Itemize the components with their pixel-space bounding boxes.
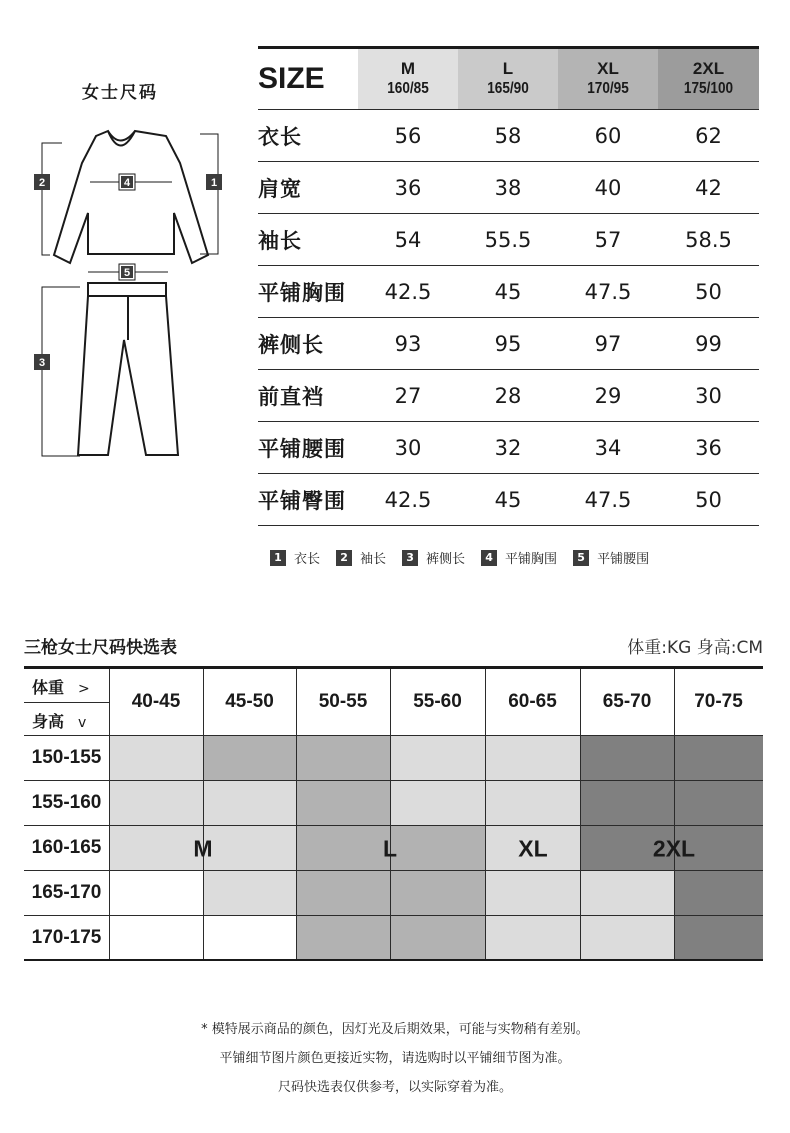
legend-label: 衣长 xyxy=(294,552,321,567)
grid-hline xyxy=(24,825,763,826)
legend-label: 袖长 xyxy=(360,552,387,567)
measurement-value: 34 xyxy=(558,422,658,474)
size-cell xyxy=(296,780,390,825)
measurement-value: 47.5 xyxy=(558,266,658,318)
corner-weight-label: 体重 xyxy=(32,678,65,697)
measurement-name: 袖长 xyxy=(258,214,358,266)
measurement-name: 衣长 xyxy=(258,110,358,162)
grid-hline xyxy=(24,780,763,781)
legend-label: 平铺胸围 xyxy=(505,552,558,567)
legend-label: 平铺腰围 xyxy=(597,552,650,567)
measurement-value: 50 xyxy=(658,266,759,318)
corner-weight-arrow: > xyxy=(78,681,90,697)
size-cell xyxy=(109,735,203,780)
quick-table-title: 三枪女士尺码快选表 xyxy=(24,638,177,658)
legend-item xyxy=(270,548,320,567)
footnote-line: 尺码快选表仅供参考，以实际穿着为准。 xyxy=(277,1080,512,1095)
size-table-header xyxy=(258,48,759,110)
marker-3 xyxy=(34,354,50,370)
measurement-value: 97 xyxy=(558,318,658,370)
size-table-row xyxy=(258,474,759,526)
quick-table-corner xyxy=(24,669,109,735)
corner-height-arrow: v xyxy=(78,715,87,731)
measurement-value: 95 xyxy=(458,318,558,370)
size-cell xyxy=(109,870,203,915)
size-table-row xyxy=(258,422,759,474)
marker-5-text: 5 xyxy=(123,267,131,279)
measurement-value: 50 xyxy=(658,474,759,526)
grid-vline xyxy=(109,669,110,961)
size-cell xyxy=(580,870,674,915)
size-cell xyxy=(109,825,203,870)
measurement-value: 54 xyxy=(358,214,458,266)
weight-header: 70-75 xyxy=(694,691,743,712)
pants-outline xyxy=(78,283,178,455)
size-header-label: SIZE xyxy=(258,48,358,110)
marker-3-text: 3 xyxy=(38,357,46,369)
size-cell xyxy=(296,735,390,780)
size-body: 165/90 xyxy=(487,80,529,97)
measurement-value: 42 xyxy=(658,162,759,214)
measurement-value: 57 xyxy=(558,214,658,266)
footnote-line: 平铺细节图片颜色更接近实物，请选购时以平铺细节图为准。 xyxy=(219,1051,571,1066)
size-cell xyxy=(296,870,390,915)
measurement-value: 93 xyxy=(358,318,458,370)
measurement-value: 55.5 xyxy=(458,214,558,266)
size-body: 170/95 xyxy=(587,80,629,97)
size-cell xyxy=(580,915,674,960)
measurement-name: 前直裆 xyxy=(258,370,358,422)
size-cell xyxy=(203,825,296,870)
measurement-value: 99 xyxy=(658,318,759,370)
weight-header: 45-50 xyxy=(225,691,274,712)
size-cell xyxy=(390,870,485,915)
size-cell xyxy=(674,735,763,780)
size-cell xyxy=(390,735,485,780)
marker-4-text: 4 xyxy=(123,177,131,189)
marker-2 xyxy=(34,174,50,190)
legend-item xyxy=(573,548,649,567)
size-cell xyxy=(674,780,763,825)
measurement-value: 58.5 xyxy=(658,214,759,266)
legend-label: 裤侧长 xyxy=(426,552,466,567)
legend-item xyxy=(402,548,465,567)
corner-weight xyxy=(32,675,90,698)
size-code: 2XL xyxy=(692,59,725,78)
corner-height-label: 身高 xyxy=(32,712,65,731)
measurement-value: 58 xyxy=(458,110,558,162)
size-table-row xyxy=(258,162,759,214)
grid-hline xyxy=(24,870,763,871)
height-header: 170-175 xyxy=(31,926,102,948)
weight-header: 60-65 xyxy=(508,691,557,712)
quick-table-unit: 体重:KG 身高:CM xyxy=(627,638,763,658)
size-cell xyxy=(203,735,296,780)
measurement-value: 30 xyxy=(358,422,458,474)
size-cell xyxy=(203,915,296,960)
size-cell xyxy=(390,915,485,960)
height-header: 155-160 xyxy=(31,791,102,813)
size-cell xyxy=(674,870,763,915)
measurement-value: 45 xyxy=(458,266,558,318)
size-col-m xyxy=(358,48,458,110)
marker-5 xyxy=(119,264,135,280)
measurement-name: 平铺臀围 xyxy=(258,474,358,526)
legend-number: 5 xyxy=(573,550,589,566)
measurement-value: 30 xyxy=(658,370,759,422)
measurement-value: 36 xyxy=(658,422,759,474)
grid-hline xyxy=(24,959,763,961)
weight-header: 65-70 xyxy=(602,691,652,712)
size-code: XL xyxy=(597,59,619,78)
measurement-value: 40 xyxy=(558,162,658,214)
size-table-row xyxy=(258,214,759,266)
measurement-value: 42.5 xyxy=(358,266,458,318)
size-code: M xyxy=(400,59,416,78)
size-cell xyxy=(203,870,296,915)
legend-item xyxy=(481,548,557,567)
grid-vline xyxy=(203,669,204,961)
marker-1-text: 1 xyxy=(210,177,218,189)
marker-1 xyxy=(206,174,222,190)
size-label-2xl: 2XL xyxy=(652,835,696,861)
measurement-value: 32 xyxy=(458,422,558,474)
weight-header: 50-55 xyxy=(318,691,368,712)
legend-number: 3 xyxy=(402,550,418,566)
measurement-name: 肩宽 xyxy=(258,162,358,214)
legend-number: 2 xyxy=(336,550,352,566)
garment-diagram xyxy=(0,110,240,465)
size-cell xyxy=(203,780,296,825)
measurement-value: 62 xyxy=(658,110,759,162)
grid-vline xyxy=(580,669,581,961)
size-cell xyxy=(485,915,580,960)
measurement-value: 42.5 xyxy=(358,474,458,526)
size-code: L xyxy=(502,59,514,78)
legend-item xyxy=(336,548,386,567)
size-table-row xyxy=(258,370,759,422)
size-table-row xyxy=(258,110,759,162)
grid-hline xyxy=(24,735,763,736)
grid-hline xyxy=(24,915,763,916)
measure-line-3 xyxy=(42,287,80,456)
measurement-value: 29 xyxy=(558,370,658,422)
size-cell xyxy=(674,915,763,960)
legend-number: 1 xyxy=(270,550,286,566)
size-body: 160/85 xyxy=(387,80,429,97)
measurement-value: 56 xyxy=(358,110,458,162)
marker-4 xyxy=(119,174,135,190)
weight-header: 55-60 xyxy=(413,691,462,712)
size-cell xyxy=(296,915,390,960)
grid-vline xyxy=(296,669,297,961)
corner-height xyxy=(32,709,86,732)
size-cell xyxy=(390,780,485,825)
weight-header: 40-45 xyxy=(131,691,181,712)
footnotes xyxy=(0,1015,790,1102)
measurement-value: 28 xyxy=(458,370,558,422)
size-cell xyxy=(485,780,580,825)
size-col-l xyxy=(458,48,558,110)
size-table-row xyxy=(258,318,759,370)
quick-size-table xyxy=(24,669,763,961)
size-label-m: M xyxy=(193,835,213,861)
size-cell xyxy=(296,825,390,870)
size-cell xyxy=(580,780,674,825)
measurement-name: 平铺腰围 xyxy=(258,422,358,474)
size-body: 175/100 xyxy=(683,80,734,97)
top-garment-outline xyxy=(54,131,208,263)
size-cell xyxy=(390,825,485,870)
grid-vline xyxy=(485,669,486,961)
grid-vline xyxy=(674,669,675,961)
measurement-value: 60 xyxy=(558,110,658,162)
size-label-xl: XL xyxy=(518,835,548,861)
measurement-name: 平铺胸围 xyxy=(258,266,358,318)
measurement-value: 36 xyxy=(358,162,458,214)
size-table-row xyxy=(258,266,759,318)
size-cell xyxy=(580,735,674,780)
marker-2-text: 2 xyxy=(38,177,46,189)
measurement-value: 47.5 xyxy=(558,474,658,526)
size-cell xyxy=(485,735,580,780)
footnote-line: * 模特展示商品的颜色，因灯光及后期效果，可能与实物稍有差别。 xyxy=(201,1022,589,1037)
size-label-l: L xyxy=(382,835,398,861)
measurement-legend xyxy=(270,548,649,567)
measurement-name: 裤侧长 xyxy=(258,318,358,370)
size-cell xyxy=(109,780,203,825)
size-table xyxy=(258,46,759,526)
size-cell xyxy=(485,870,580,915)
grid-vline xyxy=(390,669,391,961)
figure-title: 女士尺码 xyxy=(82,83,158,103)
height-header: 160-165 xyxy=(31,836,102,858)
corner-divider xyxy=(24,702,109,703)
measurement-value: 27 xyxy=(358,370,458,422)
height-header: 165-170 xyxy=(31,881,102,903)
legend-number: 4 xyxy=(481,550,497,566)
height-header: 150-155 xyxy=(31,746,102,768)
size-col-xl xyxy=(558,48,658,110)
measurement-value: 38 xyxy=(458,162,558,214)
measurement-value: 45 xyxy=(458,474,558,526)
size-col-2xl xyxy=(658,48,759,110)
size-cell xyxy=(109,915,203,960)
